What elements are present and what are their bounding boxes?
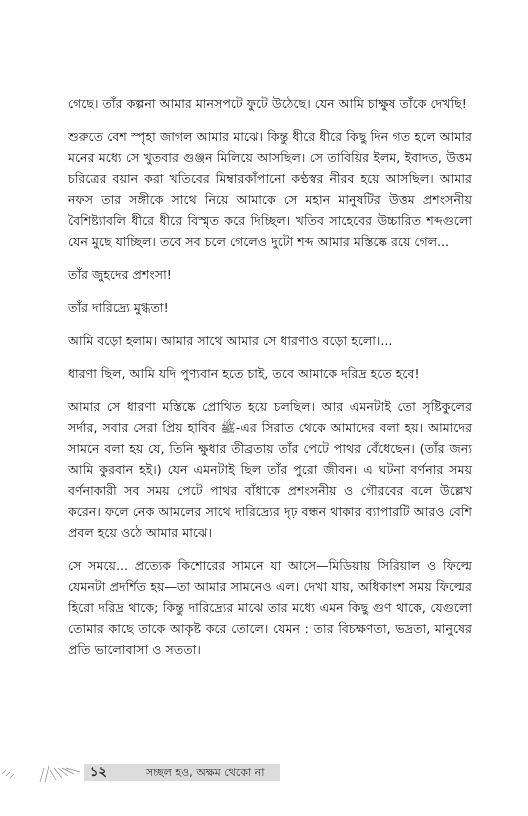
paragraph: তাঁর জুহদের প্রশংসা!: [68, 267, 172, 282]
page-footer: [0, 760, 528, 788]
paragraph: শুরুতে বেশ স্পৃহা জাগল আমার মাঝে। কিন্তু ধীরে ধীরে কিছু দিন গত হলে আমার মনের মধ্যে সে খুতবার গুঞ্জন মিলিয়ে আসছিল। সে তাবিয়ির ইলম, ইবাদত, উত্তম চরিত্রের বয়ান করা খতিবের মিম্বারকাঁপানো কণ্ঠস্বর নীরব হয়ে আসছিল। আমার নফস তার সঙ্গীকে সাথে নিয়ে আমাকে সে মহান মানুষটির উত্তম প্রশংসনীয় বৈশিষ্ট্যাবলি ধীরে ধীরে বিস্মৃত করে দিচ্ছিল। খতিব সাহেবের উচ্চারিত শব্দগুলো যেন মুছে যাচ্ছিল। তবে সব চলে গেলেও দুটো শব্দ আমার মস্তিষ্কে রয়ে গেল...: [68, 129, 472, 249]
paragraph: ধারণা ছিল, আমি যদি পুণ্যবান হতে চাই, তবে আমাকে দরিদ্র হতে হবে!: [68, 366, 420, 381]
paragraph: তাঁর দারিদ্র্যে মুগ্ধতা!: [68, 300, 169, 315]
paragraph: আমার সে ধারণা মস্তিষ্কে প্রোথিত হয়ে চলছিল। আর এমনটাই তো সৃষ্টিকুলের সর্দার, সবার সেরা প্রিয় হাবিব ﷺ-এর সিরাত থেকে আমাদের বলা হয়। আমাদের সামনে বলা হয় যে, তিনি ক্ষুধার তীব্রতায় তাঁর পেটে পাথর বেঁধেছেন। (তাঁর জন্য আমি কুরবান হই।) যেন এমনটাই ছিল তাঁর পুরো জীবন। এ ঘটনা বর্ণনার সময় বর্ণনাকারী সব সময় পেটে পাথর বাঁধাকে প্রশংসনীয় ও গৌরবের বলে উল্লেখ করেন। ফলে নেক আমলের সাথে দারিদ্র্যের দৃঢ় বন্ধন থাকার ব্যাপারটি আরও বেশি প্রবল হয়ে ওঠে আমার মাঝে।: [68, 399, 473, 540]
paragraph: আমি বড়ো হলাম। আমার সাথে আমার সে ধারণাও বড়ো হলো।...: [68, 333, 393, 348]
paragraph: গেছে। তাঁর কল্পনা আমার মানসপটে ফুটে উঠেছে। যেন আমি চাক্ষুষ তাঁকে দেখছি!: [68, 96, 467, 111]
page-number: ১২: [90, 765, 107, 780]
book-title: সচ্ছল হও, অক্ষম থেকো না: [146, 766, 265, 779]
footer-ornament: [0, 760, 84, 788]
page-body: [68, 93, 472, 672]
paragraph: সে সময়ে... প্রত্যেক কিশোরের সামনে যা আসে—মিডিয়ায় সিরিয়াল ও ফিল্মে যেমনটা প্রদর্শিত হয়—তা আমার সামনেও এল। দেখা যায়, অধিকাংশ সময় ফিল্মের হিরো দরিদ্র থাকে; কিন্তু দারিদ্র্যের মাঝে তার মধ্যে এমন কিছু গুণ থাকে, যেগুলো তোমার কাছে তাকে আকৃষ্ট করে তোলে। যেমন : তার বিচক্ষণতা, ভদ্রতা, মানুষের প্রতি ভালোবাসা ও সততা।: [68, 558, 472, 657]
